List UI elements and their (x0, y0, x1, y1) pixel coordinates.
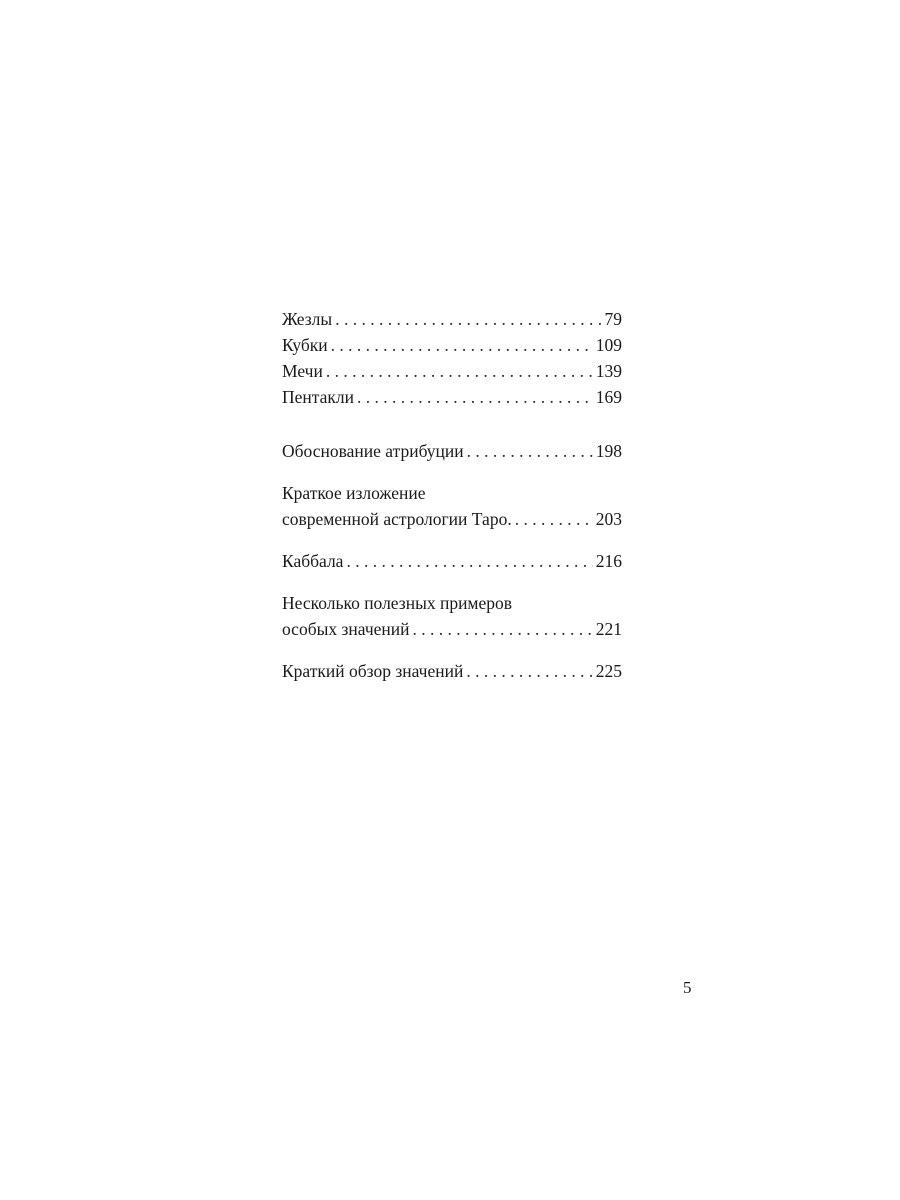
toc-entry-page: 221 (595, 619, 622, 639)
toc-entry-page: 203 (595, 509, 622, 529)
dot-leader (331, 332, 593, 358)
toc-entry-page: 79 (604, 309, 622, 329)
toc-entry-overview[interactable] (282, 658, 622, 684)
toc-entry-astrology[interactable] (282, 480, 622, 532)
section-spacer (282, 642, 622, 658)
page-number: 5 (683, 978, 692, 997)
toc-entry-page: 225 (595, 661, 622, 681)
toc-entry-title: Каббала (282, 551, 344, 571)
section-spacer (282, 574, 622, 590)
section-spacer (282, 532, 622, 548)
table-of-contents (282, 306, 622, 684)
toc-entry-title-line1: Несколько полезных примеров (282, 593, 513, 613)
section-spacer (282, 410, 622, 438)
toc-entry-page: 169 (595, 387, 622, 407)
toc-entry-cups[interactable] (282, 332, 622, 358)
toc-entry-attribution[interactable] (282, 438, 622, 464)
toc-entry-page: 198 (595, 441, 622, 461)
toc-entry-title: Обоснование атрибуции (282, 441, 464, 461)
toc-entry-wands[interactable] (282, 306, 622, 332)
toc-entry-title: Пентакли (282, 387, 354, 407)
toc-entry-title: Мечи (282, 361, 323, 381)
toc-entry-title-line1: Краткое изложение (282, 483, 426, 503)
toc-entry-swords[interactable] (282, 358, 622, 384)
toc-entry-pentacles[interactable] (282, 384, 622, 410)
dot-leader (466, 658, 592, 684)
toc-entry-title: Жезлы (282, 309, 333, 329)
toc-entry-page: 139 (595, 361, 622, 381)
dot-leader (357, 384, 593, 410)
toc-entry-kabbalah[interactable] (282, 548, 622, 574)
toc-entry-page: 109 (595, 335, 622, 355)
dot-leader (346, 548, 592, 574)
dot-leader (326, 358, 593, 384)
dot-leader (413, 616, 593, 642)
toc-entry-page: 216 (595, 551, 622, 571)
toc-entry-title-line2: современной астрологии Таро. (282, 509, 512, 529)
section-spacer (282, 464, 622, 480)
toc-entry-title: Краткий обзор значений (282, 661, 464, 681)
dot-leader (515, 506, 593, 532)
dot-leader (467, 438, 593, 464)
toc-entry-title-line2: особых значений (282, 619, 410, 639)
dot-leader (335, 306, 601, 332)
toc-entry-examples[interactable] (282, 590, 622, 642)
toc-entry-title: Кубки (282, 335, 328, 355)
